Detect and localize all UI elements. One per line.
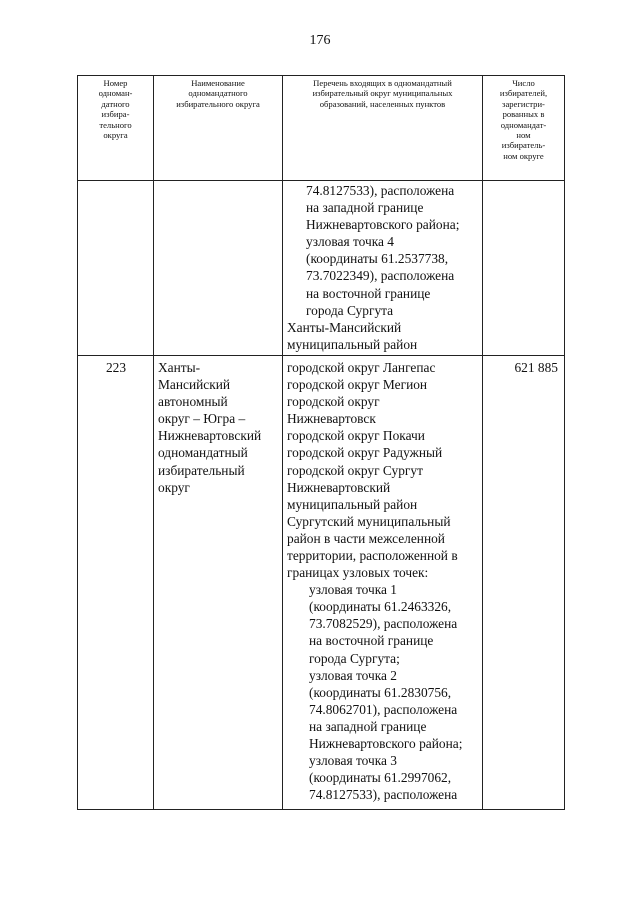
district-name-line: округ – Югра – [158,411,246,427]
table-header-row [78,76,565,181]
header-line: округа [103,130,128,141]
district-number: 223 [105,359,127,375]
page-number: 176 [309,33,331,48]
list-line: 74.8127533), расположена [309,787,458,803]
district-name-line: Нижневартовский [158,428,262,444]
header-line: одномандат- [500,119,547,130]
header-line: образований, населенных пунктов [319,98,446,109]
cell-district-name [154,181,283,356]
list-line: (координаты 61.2830756, [309,684,452,700]
header-line: одномандатного [188,88,248,99]
list-line: узловая точка 2 [309,667,398,683]
list-line: городской округ Радужный [287,445,443,461]
list-line: границах узловых точек: [287,565,429,581]
list-line: (координаты 61.2997062, [309,770,452,786]
table-row-district-223 [78,355,565,809]
district-name-line: автономный [158,394,228,410]
list-line: на восточной границе [306,285,431,301]
header-line: одноман- [98,88,133,99]
header-line: датного [101,98,130,109]
list-line: города Сургута; [309,650,400,666]
list-line: городской округ Покачи [287,428,425,444]
cell-municipalities-list [283,181,483,356]
header-line: Номер [103,78,128,88]
list-line: муниципальный район [287,336,418,352]
header-district-name [154,76,283,181]
list-line: (координаты 61.2463326, [309,599,452,615]
list-line: городской округ Сургут [287,462,423,478]
header-line: ном округе [503,150,544,161]
list-line: узловая точка 3 [309,753,398,769]
district-name-line: округ [158,479,190,495]
header-line: Перечень входящих в одномандатный [313,78,452,88]
list-line: Ханты-Мансийский [287,319,402,335]
voter-count: 621 885 [514,359,558,375]
table-row-continuation [78,181,565,356]
district-name-line: Ханты- [158,359,201,375]
list-line: Нижневартовского района; [309,736,463,751]
cell-district-number [78,181,154,356]
header-line: тельного [99,119,132,130]
header-district-number [78,76,154,181]
header-line: избирательный округ муниципальных [312,88,453,99]
cell-municipalities-list [283,355,483,809]
list-line: Нижневартовского района; [306,217,460,233]
district-name-line: одномандатный [158,445,248,461]
header-line: Наименование [191,78,245,88]
list-line: на восточной границе [309,633,434,649]
list-line: узловая точка 1 [309,582,398,598]
header-line: избирательного округа [176,98,260,109]
cell-voter-count [483,355,565,809]
header-line: зарегистри- [502,98,545,109]
header-municipalities-list [283,76,483,181]
cell-voter-count [483,181,565,356]
list-line: 73.7022349), расположена [306,268,455,284]
list-line: Сургутский муниципальный [287,513,451,529]
list-line: район в части межселенной [287,530,445,546]
header-voter-count [483,76,565,181]
list-line: муниципальный район [287,496,418,512]
list-line: территории, расположенной в [287,547,458,563]
cell-district-name [154,355,283,809]
list-line: города Сургута [306,302,394,318]
list-line: городской округ Лангепас [287,359,436,375]
header-line: избирателей, [499,88,548,99]
districts-table [77,75,565,810]
header-line: избира- [101,109,130,120]
header-line: Число [512,78,535,88]
header-line: рованных в [502,109,545,120]
list-line: на западной границе [309,718,427,734]
header-line: избиратель- [501,140,546,151]
district-name-line: избирательный [158,462,245,478]
district-name-line: Мансийский [158,377,231,393]
list-line: городской округ Мегион [287,377,428,393]
list-line: (координаты 61.2537738, [306,251,449,267]
header-line: ном [516,130,531,141]
list-line: узловая точка 4 [306,234,395,250]
list-line: на западной границе [306,200,424,216]
list-line: 74.8062701), расположена [309,701,458,717]
cell-district-number [78,355,154,809]
list-line: Нижневартовск [287,411,376,427]
list-line: Нижневартовский [287,479,391,495]
list-line: 74.8127533), расположена [306,183,455,198]
list-line: городской округ [287,394,380,410]
list-line: 73.7082529), расположена [309,616,458,632]
